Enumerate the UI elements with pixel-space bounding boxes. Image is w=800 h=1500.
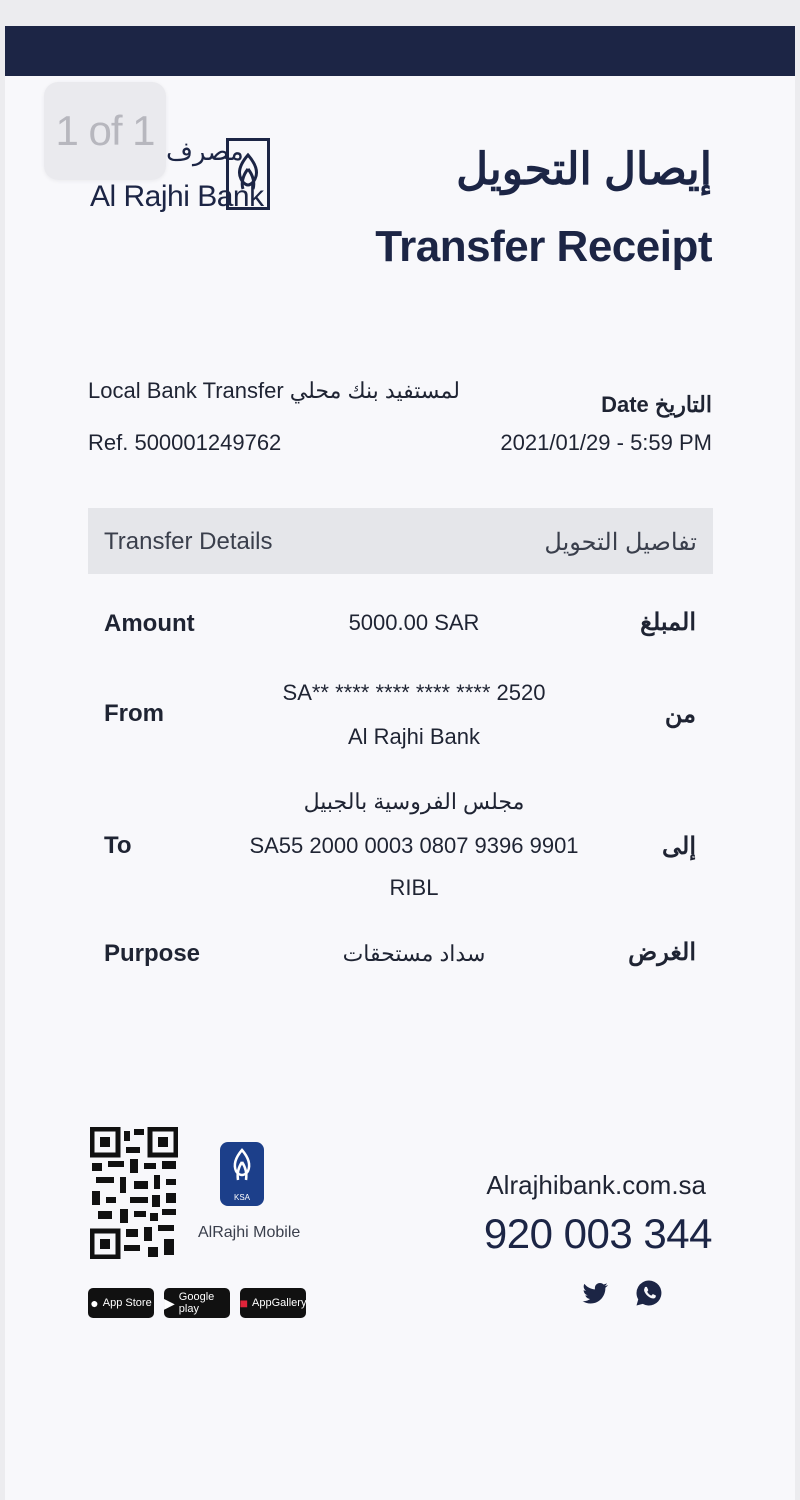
- reference-number: Ref. 500001249762: [88, 430, 282, 455]
- transfer-type: Local Bank Transfer لمستفيد بنك محلي: [88, 378, 460, 403]
- date-label: التاريخ Date: [601, 392, 712, 417]
- beneficiary-name: مجلس الفروسية بالجبيل: [303, 789, 525, 814]
- apple-icon: ●: [90, 1295, 99, 1311]
- from-label: From: [104, 700, 164, 727]
- whatsapp-icon[interactable]: [634, 1278, 664, 1308]
- date-value: 2021/01/29 - 5:59 PM: [500, 430, 712, 455]
- receipt-title: Transfer Receipt: [375, 222, 712, 271]
- app-gallery-badge[interactable]: [240, 1288, 306, 1318]
- huawei-icon: ■: [239, 1295, 249, 1311]
- website-link[interactable]: Alrajhibank.com.sa: [486, 1170, 706, 1200]
- app-store-label: App Store: [102, 1297, 152, 1309]
- google-play-badge[interactable]: [164, 1288, 230, 1318]
- page-indicator: 1 of 1: [44, 82, 166, 180]
- app-badge-label: KSA: [233, 1193, 250, 1202]
- amount-label-arabic: المبلغ: [640, 609, 696, 636]
- qr-code: [90, 1127, 178, 1259]
- app-gallery-label: AppGallery: [252, 1297, 307, 1309]
- google-play-label: Google play: [178, 1291, 215, 1315]
- phone-number[interactable]: 920 003 344: [483, 1210, 712, 1257]
- beneficiary-iban: SA55 2000 0003 0807 9396 9901: [249, 833, 579, 858]
- details-header-english: Transfer Details: [104, 528, 273, 555]
- from-account: SA** **** **** **** **** 2520: [282, 680, 546, 705]
- bank-logo-arabic: مصرف: [166, 136, 244, 166]
- bank-logo-icon: [226, 138, 270, 210]
- to-label-arabic: إلى: [662, 833, 696, 860]
- play-icon: ▶: [164, 1294, 175, 1311]
- purpose-value: سداد مستحقات: [342, 941, 486, 966]
- from-label-arabic: من: [664, 701, 696, 728]
- from-bank: Al Rajhi Bank: [347, 724, 481, 749]
- beneficiary-bank-code: RIBL: [389, 875, 439, 900]
- details-header-arabic: تفاصيل التحويل: [544, 529, 697, 556]
- to-label: To: [104, 832, 132, 859]
- purpose-label: Purpose: [104, 940, 201, 967]
- bank-logo-english: Al Rajhi Bank: [90, 180, 264, 213]
- amount-value: 5000.00 SAR: [348, 610, 480, 635]
- alrajhi-mobile-app-icon[interactable]: [220, 1142, 264, 1206]
- app-store-badge[interactable]: [88, 1288, 154, 1318]
- twitter-icon[interactable]: [580, 1278, 610, 1308]
- transfer-details-header: [88, 508, 713, 574]
- app-name: AlRajhi Mobile: [198, 1224, 301, 1241]
- amount-label: Amount: [104, 610, 195, 637]
- top-bar: [5, 26, 795, 76]
- purpose-label-arabic: الغرض: [628, 939, 696, 966]
- receipt-title-arabic: إيصال التحويل: [456, 145, 712, 194]
